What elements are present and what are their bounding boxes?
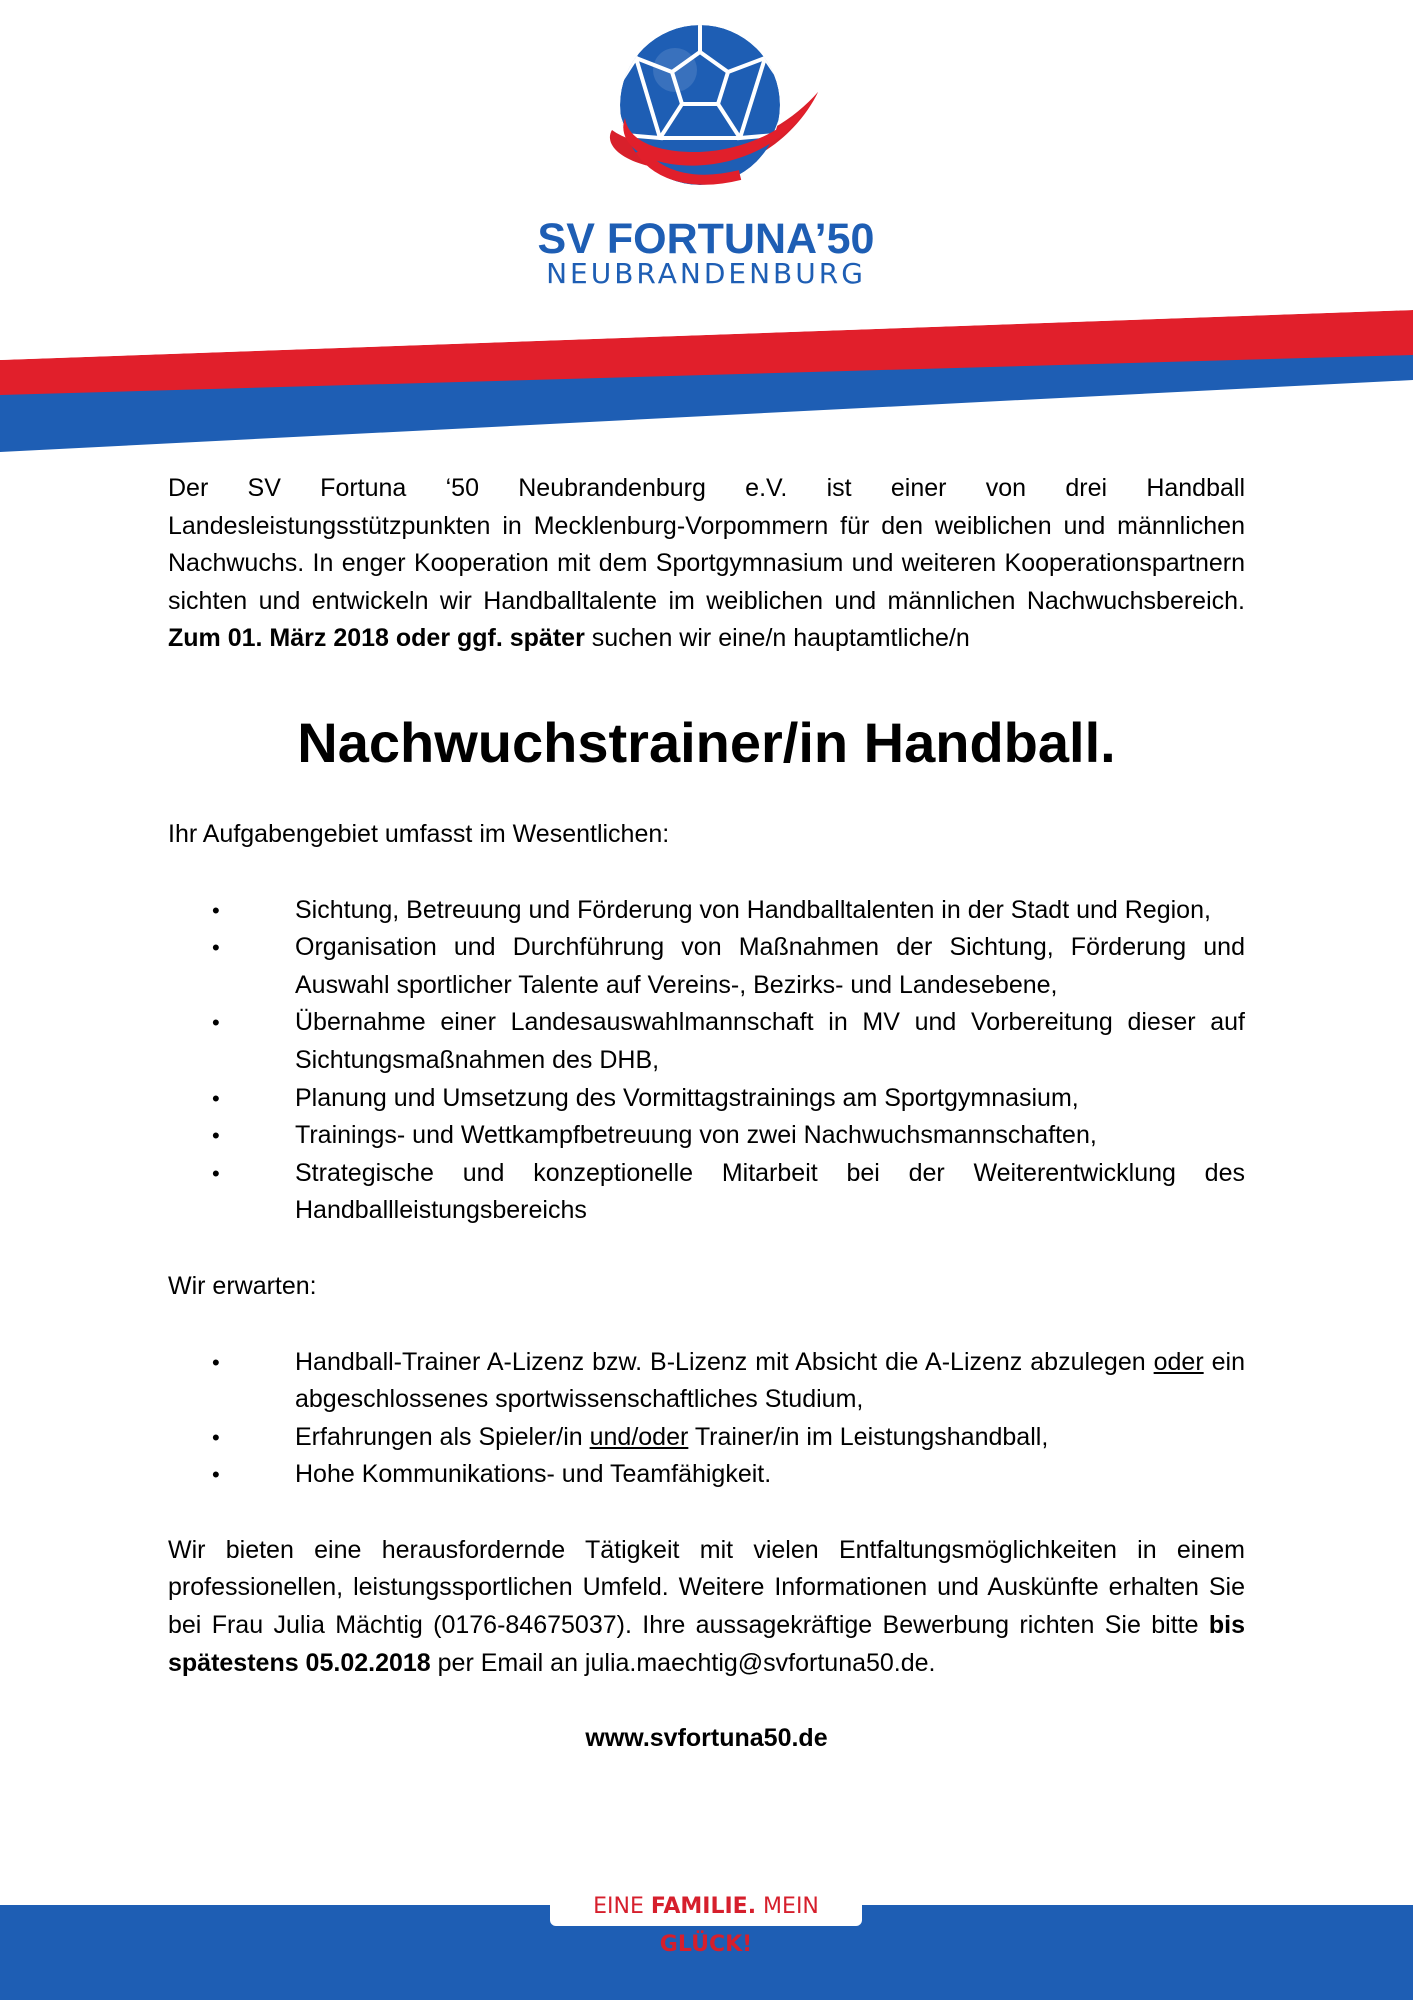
slogan: EINE FAMILIE. MEIN GLÜCK! xyxy=(550,1888,862,1926)
expect-heading: Wir erwarten: xyxy=(168,1271,317,1300)
list-item: • Übernahme einer Landesauswahlmannschaft in MV und Vorbereitung dieser auf Sichtungsmaßnahmen des DHB, xyxy=(168,1004,1245,1079)
document-body xyxy=(168,470,1245,1758)
bullet-icon: • xyxy=(212,1349,220,1375)
list-item: • Organisation und Durchführung von Maßnahmen der Sichtung, Förderung und Auswahl sportlicher Talente auf Vereins-, Bezirks- und Landesebene, xyxy=(168,929,1245,1004)
club-logo xyxy=(0,0,1413,300)
bullet-icon: • xyxy=(212,897,220,923)
website-link[interactable]: www.svfortuna50.de xyxy=(585,1724,828,1753)
list-item: • Handball-Trainer A-Lizenz bzw. B-Lizenz mit Absicht die A-Lizenz abzulegen oder ein abgeschlossenes sportwissenschaftliches Studium, xyxy=(168,1344,1245,1419)
intro-date-bold: Zum 01. März 2018 oder ggf. später xyxy=(168,624,585,653)
intro-tail: suchen wir eine/n hauptamtliche/n xyxy=(591,624,970,653)
tasks-heading: Ihr Aufgabengebiet umfasst im Wesentlichen: xyxy=(168,819,670,848)
bullet-icon: • xyxy=(212,1160,220,1186)
bullet-icon: • xyxy=(212,1462,220,1488)
list-item: • Trainings- und Wettkampfbetreuung von zwei Nachwuchsmannschaften, xyxy=(168,1117,1245,1155)
list-item: • Hohe Kommunikations- und Teamfähigkeit. xyxy=(168,1456,1245,1494)
expect-list xyxy=(168,1344,1245,1494)
intro-paragraph xyxy=(168,470,1245,658)
list-item: • Sichtung, Betreuung und Förderung von Handballtalenten in der Stadt und Region, xyxy=(168,892,1245,930)
deadline-bold: bis spätestens 05.02.2018 xyxy=(168,1611,1245,1677)
bullet-icon: • xyxy=(212,1123,220,1149)
bullet-icon: • xyxy=(212,1085,220,1111)
list-item: • Strategische und konzeptionelle Mitarbeit bei der Weiterentwicklung des Handballleistungsbereichs xyxy=(168,1155,1245,1230)
svg-text:SV FORTUNA’50: SV FORTUNA’50 xyxy=(537,215,875,263)
bullet-icon: • xyxy=(212,935,220,961)
list-item: • Planung und Umsetzung des Vormittagstrainings am Sportgymnasium, xyxy=(168,1080,1245,1118)
list-item: • Erfahrungen als Spieler/in und/oder Trainer/in im Leistungshandball, xyxy=(168,1419,1245,1457)
bullet-icon: • xyxy=(212,1010,220,1036)
page-title: Nachwuchstrainer/in Handball. xyxy=(297,710,1116,774)
header-stripes xyxy=(0,300,1413,460)
intro-text: Der SV Fortuna ‘50 Neubrandenburg e.V. ist einer von drei Handball Landesleistungsstützpunkten in Mecklenburg-Vorpommern für den weiblichen und männlichen Nachwuchs. In enger Kooperation mit dem Sportgymnasium und weiteren Kooperationspartnern sichten und entwickeln wir Handballtalente im weiblichen und männlichen Nachwuchsbereich. xyxy=(168,474,1245,615)
svg-text:NEUBRANDENBURG: NEUBRANDENBURG xyxy=(546,257,866,290)
offer-paragraph: Wir bieten eine herausfordernde Tätigkeit mit vielen Entfaltungsmöglichkeiten in einem professionellen, leistungssportlichen Umfeld. Weitere Informationen und Auskünfte erhalten Sie bei Frau Julia Mächtig (0176-84675037). Ihre aussagekräftige Bewerbung richten Sie bitte bis spätestens 05.02.2018 per Email an julia.maechtig@svfortuna50.de. xyxy=(168,1535,1245,1677)
bullet-icon: • xyxy=(212,1424,220,1450)
tasks-list xyxy=(168,892,1245,1230)
